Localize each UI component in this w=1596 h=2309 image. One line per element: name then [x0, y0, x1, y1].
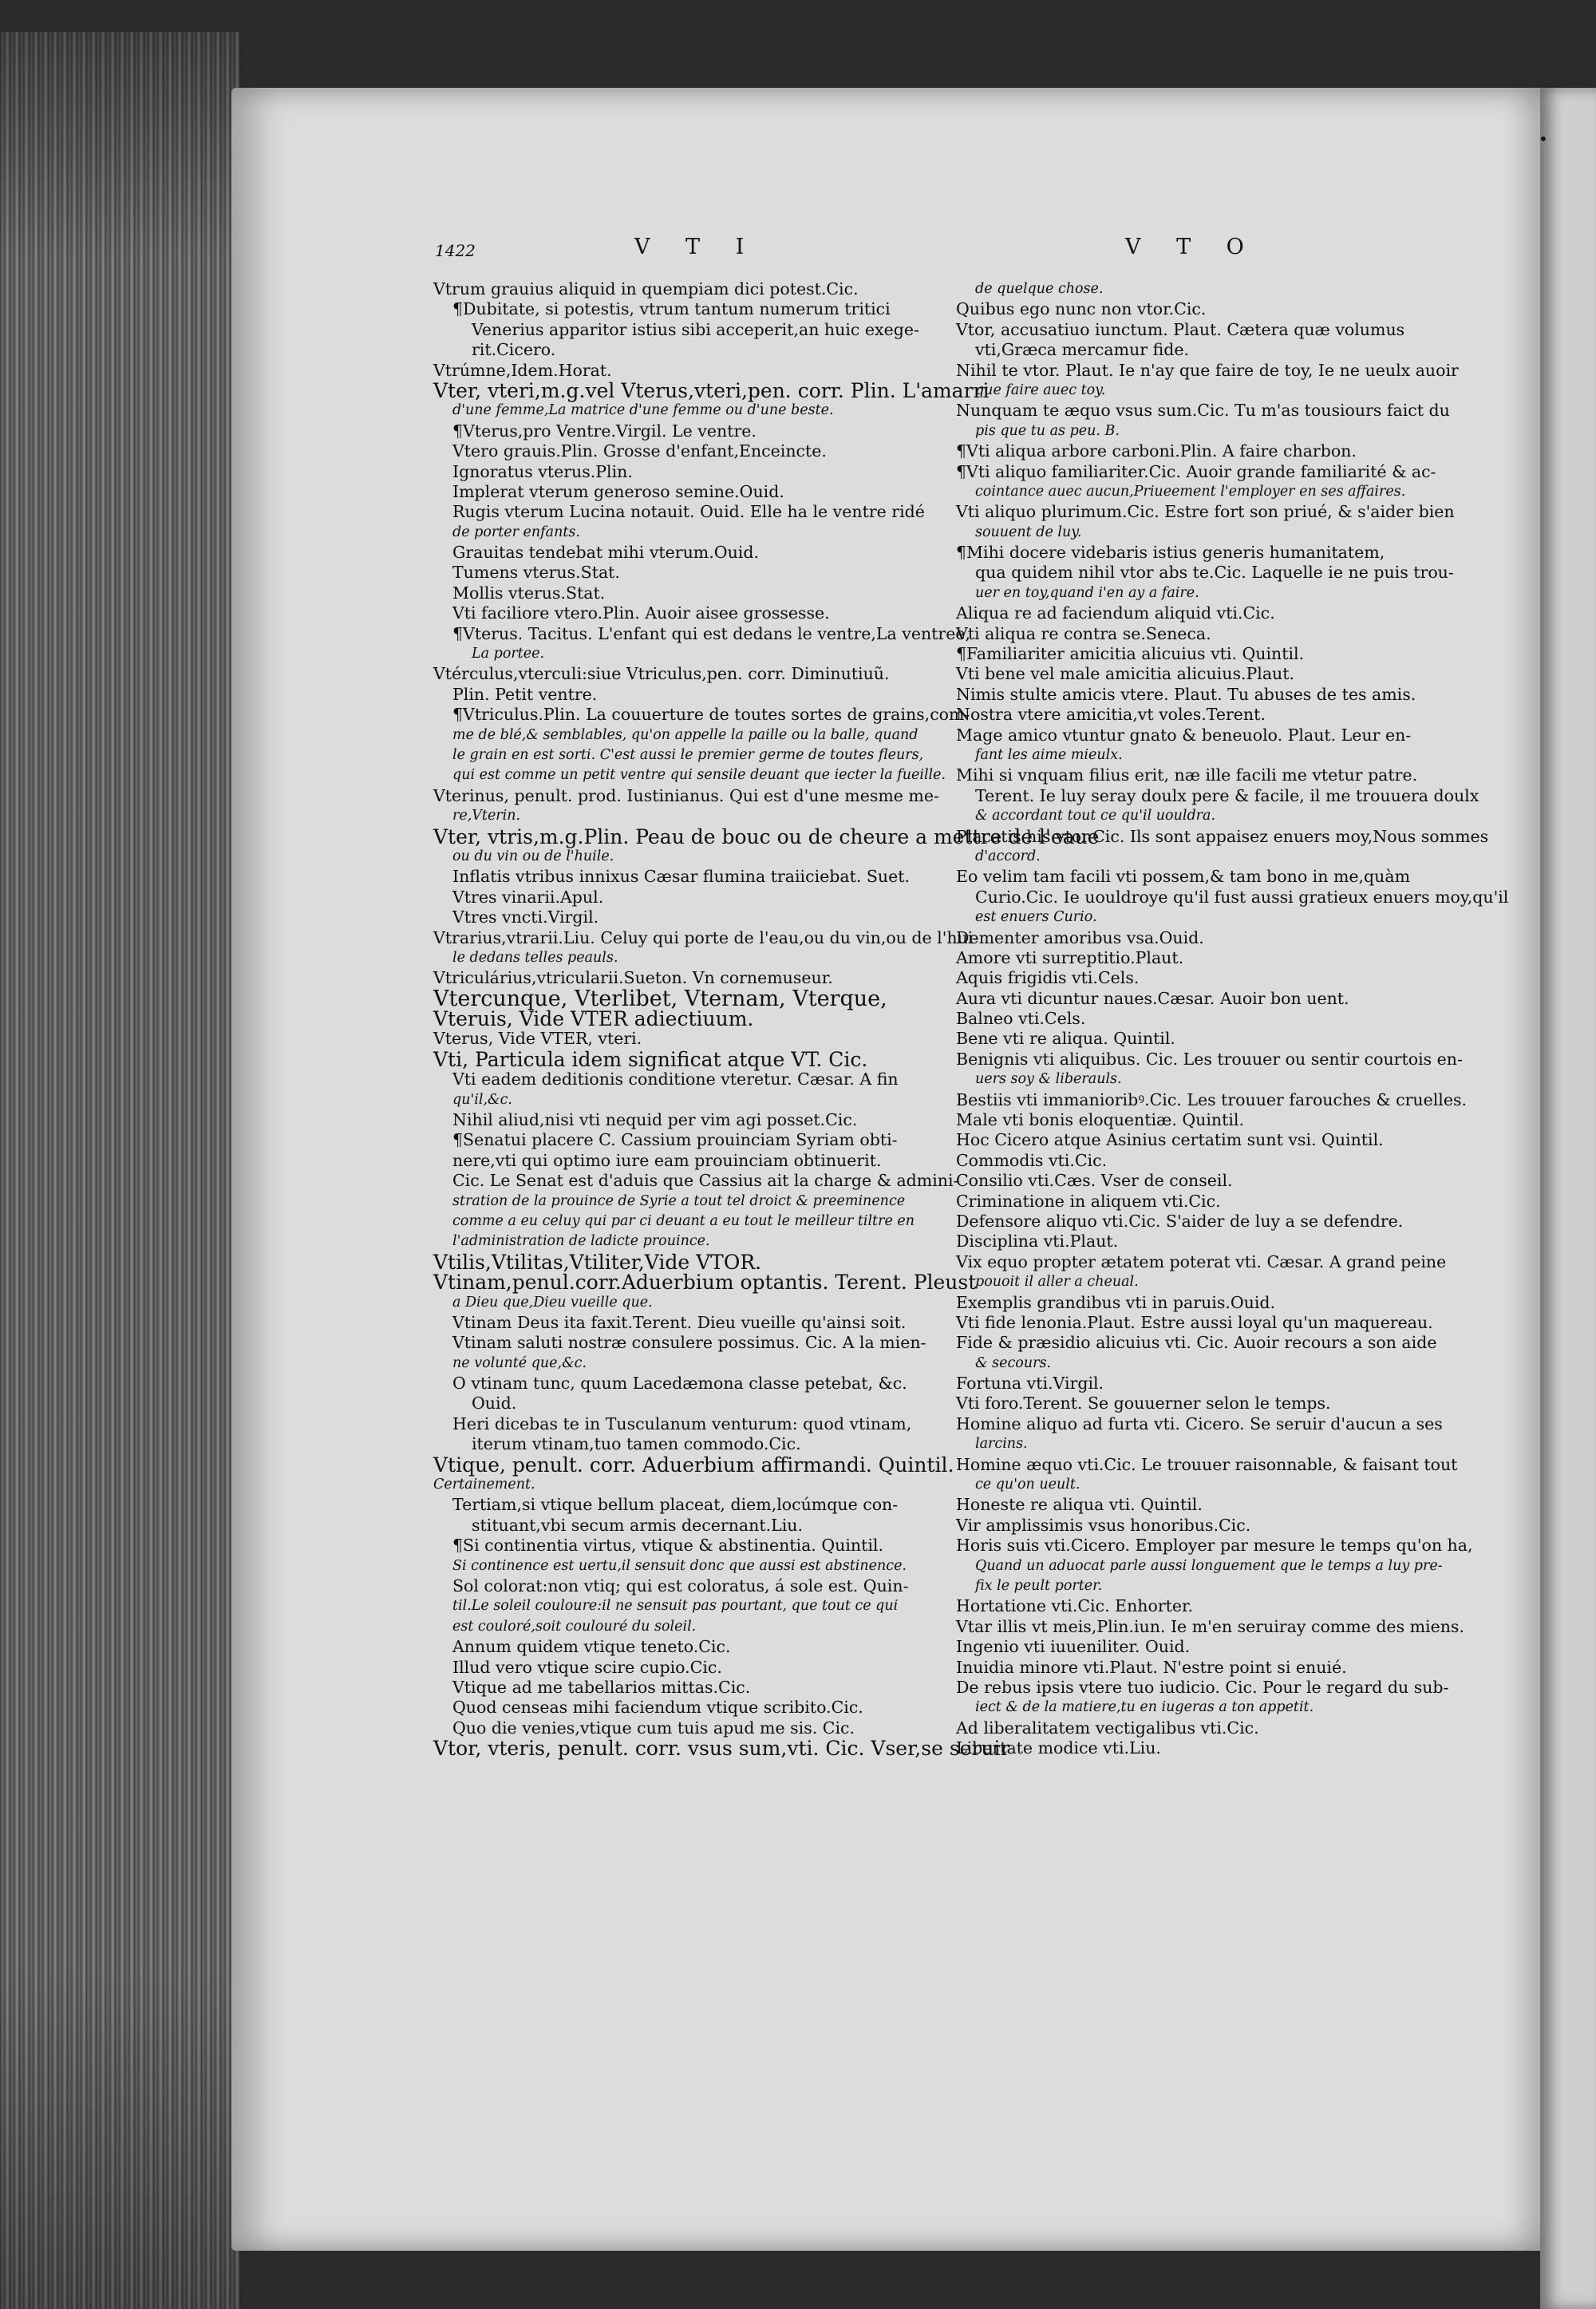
entry-line: Fide & præsidio alicuius vti. Cic. Auoir recours a son aide	[956, 1333, 1437, 1353]
running-head-left: V T I	[634, 235, 759, 259]
entry-line: Vtérculus,vterculi:siue Vtriculus,pen. corr. Diminutiuũ.	[433, 664, 890, 684]
entry-line: Vterinus, penult. prod. Iustinianus. Qui est d'une mesme me-	[433, 785, 939, 805]
gloss-line: ou du vin ou de l'huile.	[452, 848, 614, 864]
gloss-line: Certainement.	[433, 1477, 535, 1493]
gloss-line: est enuers Curio.	[975, 909, 1097, 926]
entry-line: Vtrum grauius aliquid in quempiam dici potest.Cic.	[433, 279, 859, 299]
entry-line: Mihi si vnquam filius erit, næ ille facili me vtetur patre.	[956, 765, 1418, 785]
headword-line: Vter, vtris,m.g.Plin. Peau de bouc ou de cheure a mettre de l'eaue	[433, 824, 1100, 848]
entry-line: Criminatione in aliquem vti.Cic.	[956, 1191, 1221, 1211]
book-page-edges	[0, 32, 239, 2309]
entry-line: Exemplis grandibus vti in paruis.Ouid.	[956, 1292, 1276, 1312]
entry-line: iterum vtinam,tuo tamen commodo.Cic.	[472, 1434, 801, 1454]
entry-line: Mage amico vtuntur gnato & beneuolo. Plaut. Leur en-	[956, 725, 1412, 745]
entry-line: Vti fide lenonia.Plaut. Estre aussi loyal qu'un maquereau.	[956, 1312, 1433, 1332]
entry-line: Eo velim tam facili vti possem,& tam bono in me,quàm	[956, 867, 1411, 887]
entry-line: Implerat vterum generoso semine.Ouid.	[452, 481, 784, 501]
entry-line: Commodis vti.Cic.	[956, 1150, 1108, 1170]
entry-line: Vtres vncti.Virgil.	[452, 907, 599, 927]
gloss-line: til.Le soleil couloure:il ne sensuit pas pourtant, que tout ce qui	[452, 1598, 899, 1615]
gloss-line: d'une femme,La matrice d'une femme ou d'une beste.	[452, 402, 834, 419]
entry-line: qua quidem nihil vtor abs te.Cic. Laquelle ie ne puis trou-	[975, 563, 1454, 583]
entry-line: Vtrúmne,Idem.Horat.	[433, 360, 612, 380]
gloss-line: de porter enfants.	[452, 524, 580, 540]
gloss-line: fant les aime mieulx.	[975, 746, 1123, 763]
entry-line: Vtar illis vt meis,Plin.iun. Ie m'en seruiray comme des miens.	[956, 1616, 1464, 1636]
headword-line: Vtique, penult. corr. Aduerbium affirmandi. Quintil.	[433, 1453, 954, 1477]
headword-line: Vtor, vteris, penult. corr. vsus sum,vti. Cic. Vser,se seruir	[433, 1737, 1010, 1761]
entry-line: vti,Græca mercamur fide.	[975, 340, 1190, 360]
headword-line: Vter, vteri,m.g.vel Vterus,vteri,pen. corr. Plin. L'amarri	[433, 378, 990, 402]
entry-line: Heri dicebas te in Tusculanum venturum: quod vtinam,	[452, 1413, 912, 1433]
entry-line: nere,vti qui optimo iure eam prouinciam obtinuerit.	[452, 1150, 882, 1170]
entry-line: Illud vero vtique scire cupio.Cic.	[452, 1657, 722, 1677]
entry-line: Ignoratus vterus.Plin.	[452, 461, 633, 481]
gloss-line: de quelque chose.	[975, 281, 1104, 297]
gloss-line: me de blé,& semblables, qu'on appelle la paille ou la balle, quand	[452, 726, 918, 743]
entry-line: Sol colorat:non vtiq; qui est coloratus, á sole est. Quin-	[452, 1576, 909, 1595]
gloss-line: souuent de luy.	[975, 524, 1082, 540]
entry-line: Consilio vti.Cæs. Vser de conseil.	[956, 1171, 1233, 1191]
entry-line: ¶Mihi docere videbaris istius generis humanitatem,	[956, 543, 1385, 563]
entry-line: Grauitas tendebat mihi vterum.Ouid.	[452, 543, 759, 563]
gloss-line: ce qu'on ueult.	[975, 1477, 1080, 1493]
page-header	[435, 235, 1456, 267]
headword-line: Vtercunque, Vterlibet, Vternam, Vterque,	[433, 986, 887, 1011]
entry-line: Vix equo propter ætatem poterat vti. Cæsar. A grand peine	[956, 1251, 1447, 1271]
entry-line: Cic. Le Senat est d'aduis que Cassius ait la charge & admini-	[452, 1171, 959, 1191]
entry-line: Inuidia minore vti.Plaut. N'estre point si enuié.	[956, 1657, 1347, 1677]
entry-line: Vtero grauis.Plin. Grosse d'enfant,Enceincte.	[452, 441, 827, 461]
facing-page-edge	[1540, 88, 1596, 2309]
entry-line: ¶Vti aliquo familiariter.Cic. Auoir grande familiarité & ac-	[956, 461, 1436, 481]
folio-number: 1422	[435, 241, 476, 260]
gloss-line: & accordant tout ce qu'il uouldra.	[975, 808, 1216, 824]
gloss-line: cointance auec aucun,Priueement l'employer en ses affaires.	[975, 483, 1406, 500]
entry-line: Vti faciliore vtero.Plin. Auoir aisee grossesse.	[452, 603, 830, 623]
entry-line: stituant,vbi secum armis decernant.Liu.	[472, 1515, 803, 1535]
entry-line: ¶Vterus,pro Ventre.Virgil. Le ventre.	[452, 421, 757, 441]
entry-line: Vti bene vel male amicitia alicuius.Plaut.	[956, 664, 1295, 684]
entry-line: ¶Senatui placere C. Cassium prouinciam Syriam obti-	[452, 1130, 898, 1150]
gloss-line: ne volunté que,&c.	[452, 1354, 587, 1371]
gloss-line: iect & de la matiere,tu en iugeras a ton appetit.	[975, 1699, 1314, 1716]
headword-line: Vtinam,penul.corr.Aduerbium optantis. Terent. Pleust	[433, 1271, 977, 1295]
entry-line: Vti foro.Terent. Se gouuerner selon le temps.	[956, 1394, 1331, 1413]
gloss-line: l'administration de ladicte prouince.	[452, 1233, 710, 1250]
entry-line: Vti aliqua re contra se.Seneca.	[956, 623, 1211, 643]
gloss-line: fix le peult porter.	[975, 1578, 1103, 1594]
entry-line: Defensore aliquo vti.Cic. S'aider de luy a se defendre.	[956, 1211, 1404, 1231]
entry-line: Disciplina vti.Plaut.	[956, 1232, 1119, 1251]
entry-line: Ingenio vti iuueniliter. Ouid.	[956, 1637, 1191, 1657]
entry-line: Inflatis vtribus innixus Cæsar flumina traiiciebat. Suet.	[452, 867, 910, 887]
gloss-line: a Dieu que,Dieu vueille que.	[452, 1294, 653, 1311]
entry-line: Male vti bonis eloquentiæ. Quintil.	[956, 1110, 1244, 1130]
entry-line: rit.Cicero.	[472, 340, 556, 360]
entry-line: Hortatione vti.Cic. Enhorter.	[956, 1596, 1194, 1616]
entry-line: ¶Vti aliqua arbore carboni.Plin. A faire charbon.	[956, 441, 1357, 461]
entry-line: Nunquam te æquo vsus sum.Cic. Tu m'as tousiours faict du	[956, 401, 1450, 421]
entry-line: Balneo vti.Cels.	[956, 1009, 1086, 1029]
gloss-line: Si continence est uertu,il sensuit donc que aussi est abstinence.	[452, 1557, 907, 1574]
gloss-line: pouoit il aller a cheual.	[975, 1274, 1139, 1291]
gloss-line: le dedans telles peauls.	[452, 949, 618, 966]
entry-line: Rugis vterum Lucina notauit. Ouid. Elle ha le ventre ridé	[452, 502, 925, 522]
entry-line: Annum quidem vtique teneto.Cic.	[452, 1637, 731, 1657]
entry-line: Nostra vtere amicitia,vt voles.Terent.	[956, 705, 1266, 725]
entry-line: Vterus, Vide VTER, vteri.	[433, 1029, 642, 1049]
entry-line: Placatis his vtor.Cic. Ils sont appaisez enuers moy,Nous sommes	[956, 826, 1489, 846]
gloss-line: re,Vterin.	[452, 808, 521, 824]
entry-line: Tumens vterus.Stat.	[452, 563, 620, 583]
entry-line: Vtique ad me tabellarios mittas.Cic.	[452, 1677, 751, 1697]
facing-page-mark: •	[1539, 129, 1548, 148]
entry-line: Ad liberalitatem vectigalibus vti.Cic.	[956, 1718, 1259, 1738]
entry-line: Ouid.	[472, 1394, 517, 1413]
entry-line: Vtrarius,vtrarii.Liu. Celuy qui porte de l'eau,ou du vin,ou de l'hui-	[433, 927, 979, 947]
entry-line: Homine aliquo ad furta vti. Cicero. Se seruir d'aucun a ses	[956, 1413, 1443, 1433]
entry-line: Homine æquo vti.Cic. Le trouuer raisonnable, & faisant tout	[956, 1454, 1458, 1474]
entry-line: Vtor, accusatiuo iunctum. Plaut. Cætera quæ volumus	[956, 319, 1405, 339]
headword-line: Vteruis, Vide VTER adiectiuum.	[433, 1007, 754, 1031]
headword-line: Vtilis,Vtilitas,Vtiliter,Vide VTOR.	[433, 1250, 762, 1274]
entry-line: Mollis vterus.Stat.	[452, 583, 606, 603]
headword-line: Vti, Particula idem significat atque VT. Cic.	[433, 1047, 868, 1071]
entry-line: Venerius apparitor istius sibi acceperit,an huic exege-	[472, 319, 919, 339]
entry-line: Quod censeas mihi faciendum vtique scribito.Cic.	[452, 1698, 863, 1718]
entry-line: Tertiam,si vtique bellum placeat, diem,locúmque con-	[452, 1495, 899, 1515]
gloss-line: uer en toy,quand i'en ay a faire.	[975, 584, 1199, 601]
entry-line: Libertate modice vti.Liu.	[956, 1738, 1161, 1758]
entry-line: ¶Vtriculus.Plin. La couuerture de toutes sortes de grains,com-	[452, 705, 970, 725]
entry-line: Vtinam saluti nostræ consulere possimus. Cic. A la mien-	[452, 1333, 926, 1353]
entry-line: Quo die venies,vtique cum tuis apud me sis. Cic.	[452, 1718, 855, 1738]
gloss-line: que faire auec toy.	[975, 382, 1106, 398]
entry-line: ¶Si continentia virtus, vtique & abstinentia. Quintil.	[452, 1536, 883, 1556]
entry-line: Terent. Ie luy seray doulx pere & facile, il me trouuera doulx	[975, 785, 1479, 805]
gloss-line: pis que tu as peu. B.	[975, 422, 1120, 439]
entry-line: Vtinam Deus ita faxit.Terent. Dieu vueille qu'ainsi soit.	[452, 1312, 907, 1332]
entry-line: Vtres vinarii.Apul.	[452, 887, 604, 907]
entry-line: ¶Vterus. Tacitus. L'enfant qui est dedans le ventre,La ventree,	[452, 623, 970, 643]
gloss-line: d'accord.	[975, 848, 1041, 864]
entry-line: Aquis frigidis vti.Cels.	[956, 968, 1140, 988]
entry-line: Nihil aliud,nisi vti nequid per vim agi posset.Cic.	[452, 1110, 858, 1130]
entry-line: Benignis vti aliquibus. Cic. Les trouuer ou sentir courtois en-	[956, 1049, 1463, 1069]
gloss-line: qui est comme un petit ventre qui sensile deuant que iecter la fueille.	[452, 767, 946, 784]
entry-line: Nimis stulte amicis vtere. Plaut. Tu abuses de tes amis.	[956, 684, 1416, 704]
gloss-line: comme a eu celuy qui par ci deuant a eu tout le meilleur tiltre en	[452, 1212, 915, 1229]
entry-line: Aura vti dicuntur naues.Cæsar. Auoir bon uent.	[956, 988, 1349, 1008]
entry-line: Curio.Cic. Ie uouldroye qu'il fust aussi gratieux enuers moy,qu'il	[975, 887, 1509, 907]
gloss-line: stration de la prouince de Syrie a tout tel droict & preeminence	[452, 1192, 906, 1209]
entry-line: Aliqua re ad faciendum aliquid vti.Cic.	[956, 603, 1275, 623]
entry-line: ¶Familiariter amicitia alicuius vti. Quintil.	[956, 644, 1305, 664]
entry-line: Amore vti surreptitio.Plaut.	[956, 947, 1184, 967]
entry-line: De rebus ipsis vtere tuo iudicio. Cic. Pour le regard du sub-	[956, 1677, 1449, 1697]
entry-line: Vti eadem deditionis conditione vteretur. Cæsar. A fin	[452, 1069, 899, 1089]
entry-line: Honeste re aliqua vti. Quintil.	[956, 1495, 1203, 1515]
entry-line: Bene vti re aliqua. Quintil.	[956, 1029, 1175, 1049]
entry-line: Quibus ego nunc non vtor.Cic.	[956, 299, 1207, 319]
entry-line: Vir amplissimis vsus honoribus.Cic.	[956, 1515, 1251, 1535]
running-head-right: V T O	[1125, 235, 1258, 259]
gloss-line: est couloré,soit coulouré du soleil.	[452, 1618, 697, 1635]
gloss-line: le grain en est sorti. C'est aussi le premier germe de toutes fleurs,	[452, 746, 924, 763]
entry-line: ¶Dubitate, si potestis, vtrum tantum numerum tritici	[452, 299, 891, 319]
entry-line: Plin. Petit ventre.	[452, 684, 598, 704]
entry-line: Dementer amoribus vsa.Ouid.	[956, 927, 1204, 947]
entry-line: Nihil te vtor. Plaut. Ie n'ay que faire de toy, Ie ne ueulx auoir	[956, 360, 1459, 380]
gloss-line: Quand un aduocat parle aussi longuement que le temps a luy pre-	[975, 1557, 1443, 1574]
entry-line: Vtriculárius,vtricularii.Sueton. Vn cornemuseur.	[433, 968, 833, 988]
entry-line: Bestiis vti immanioribꝰ.Cic. Les trouuer farouches & cruelles.	[956, 1089, 1468, 1109]
gloss-line: uers soy & liberauls.	[975, 1071, 1122, 1088]
entry-line: O vtinam tunc, quum Lacedæmona classe petebat, &c.	[452, 1374, 907, 1394]
entry-line: Fortuna vti.Virgil.	[956, 1374, 1104, 1394]
gloss-line: & secours.	[975, 1354, 1051, 1371]
entry-line: Vti aliquo plurimum.Cic. Estre fort son priué, & s'aider bien	[956, 502, 1455, 522]
gloss-line: La portee.	[472, 646, 545, 662]
entry-line: Horis suis vti.Cicero. Employer par mesure le temps qu'on ha,	[956, 1536, 1473, 1556]
right-column	[956, 279, 1509, 1759]
entry-line: Hoc Cicero atque Asinius certatim sunt vsi. Quintil.	[956, 1130, 1384, 1150]
gloss-line: qu'il,&c.	[452, 1091, 512, 1108]
gloss-line: larcins.	[975, 1436, 1028, 1453]
